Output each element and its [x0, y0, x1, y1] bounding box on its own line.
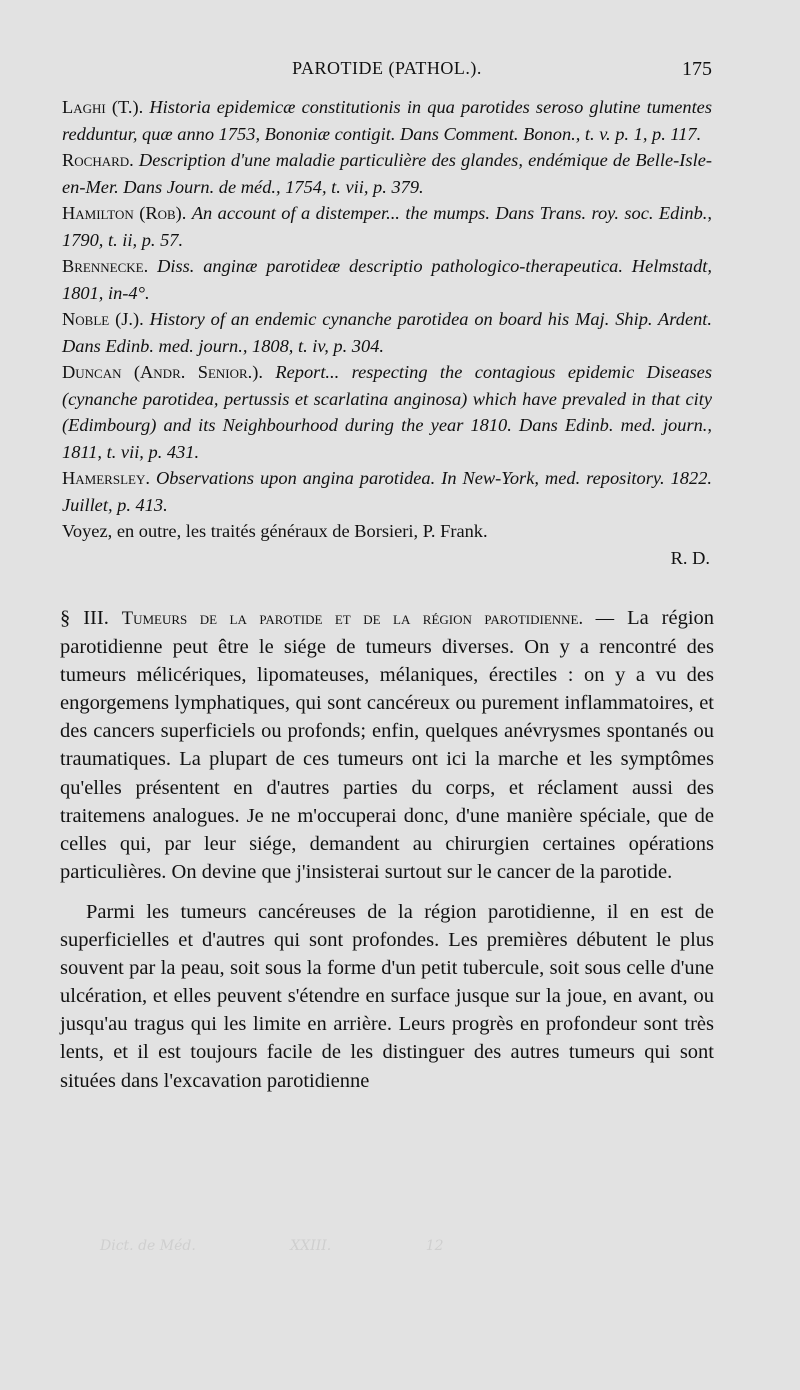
bib-author: Hamersley.	[62, 468, 150, 488]
bib-text: Observations upon angina parotidea. In New-York, med. repository. 1822. Juillet, p. 413.	[62, 468, 712, 515]
running-title: PAROTIDE (PATHOL.).	[292, 58, 482, 78]
bib-text: An account of a distemper... the mumps. Dans Trans. roy. soc. Edinb., 1790, t. ii, p. 57.	[62, 203, 712, 250]
bib-entry	[62, 200, 712, 253]
page-header	[62, 58, 712, 88]
bib-author: Brennecke.	[62, 256, 149, 276]
bib-entry	[62, 306, 712, 359]
see-also-note: Voyez, en outre, les traités généraux de Borsieri, P. Frank.	[62, 521, 488, 541]
bib-entry	[62, 359, 712, 465]
bib-text: Description d'une maladie particulière des glandes, endémique de Belle-Isle-en-Mer. Dans Journ. de méd., 1754, t. vii, p. 379.	[62, 150, 712, 197]
section-tumeurs	[60, 604, 714, 1107]
footer-signature-left: Dict. de Méd.	[100, 1238, 196, 1254]
bib-text: Historia epidemicæ constitutionis in qua parotides seroso glutine tumentes redduntur, quæ anno 1753, Bononiæ contigit. Dans Comment. Bonon., t. v. p. 1, p. 117.	[62, 97, 712, 144]
bib-author: Rochard.	[62, 150, 134, 170]
bib-author: Hamilton (Rob).	[62, 203, 187, 223]
bib-author: Noble (J.).	[62, 309, 144, 329]
bib-entry	[62, 253, 712, 306]
bib-entry	[62, 147, 712, 200]
section-number: § III.	[60, 607, 109, 629]
bibliography	[62, 94, 712, 571]
bib-entry	[62, 94, 712, 147]
paragraph	[60, 604, 714, 886]
section-heading: Tumeurs de la parotide et de la région parotidienne. —	[121, 609, 615, 629]
bib-author: Duncan (Andr. Senior.).	[62, 362, 263, 382]
bib-author: Laghi (T.).	[62, 97, 144, 117]
bib-text: Diss. anginæ parotideæ descriptio pathologico-therapeutica. Helmstadt, 1801, in-4°.	[62, 256, 712, 303]
footer-signature-middle: XXIII.	[290, 1238, 332, 1254]
author-signature: R. D.	[670, 547, 710, 568]
page-footer	[100, 1238, 660, 1254]
bib-entry	[62, 465, 712, 518]
paragraph: Parmi les tumeurs cancéreuses de la région parotidienne, il en est de superficielles et d'autres qui sont profondes. Les premières débutent le plus souvent par la peau, soit sous la forme d'un petit tubercule, soit sous celle d'une ulcération, et elles peuvent s'étendre en surface jusque sur la joue, en avant, ou jusqu'au tragus qui les limite en arrière. Leurs progrès en profondeur sont très lents, et il est toujours facile de les distinguer des autres tumeurs qui sont situées dans l'excavation parotidienne	[60, 900, 714, 1092]
paragraph-text: La région parotidienne peut être le siége de tumeurs diverses. On y a rencontré des tumeurs mélicériques, lipomateuses, mélaniques, érectiles : on y a vu des engorgemens lymphatiques, qui sont cancéreux ou purement inflammatoires, et des cancers superficiels ou profonds; enfin, quelques anévrysmes spontanés ou traumatiques. La plupart de ces tumeurs ont ici la marche et les symptômes qu'elles présentent en d'autres parties du corps, et réclament aussi des traitemens analogues. Je ne m'occuperai donc, d'une manière spéciale, que de celles qui, par leur siége, demandent au chirurgien certaines opérations particulières. On devine que j'insisterai surtout sur le cancer de la parotide.	[60, 607, 715, 883]
footer-signature-right: 12	[425, 1238, 444, 1254]
bib-text: History of an endemic cynanche parotidea on board his Maj. Ship. Ardent. Dans Edinb. med. journ., 1808, t. iv, p. 304.	[62, 309, 713, 356]
bib-text: Report... respecting the contagious epidemic Diseases (cynanche parotidea, pertussis et scarlatina anginosa) which have prevaled in that city (Edimbourg) and its Neighbourhood during the year 1810. Dans Edinb. med. journ., 1811, t. vii, p. 431.	[62, 362, 712, 462]
page-number: 175	[682, 58, 712, 80]
